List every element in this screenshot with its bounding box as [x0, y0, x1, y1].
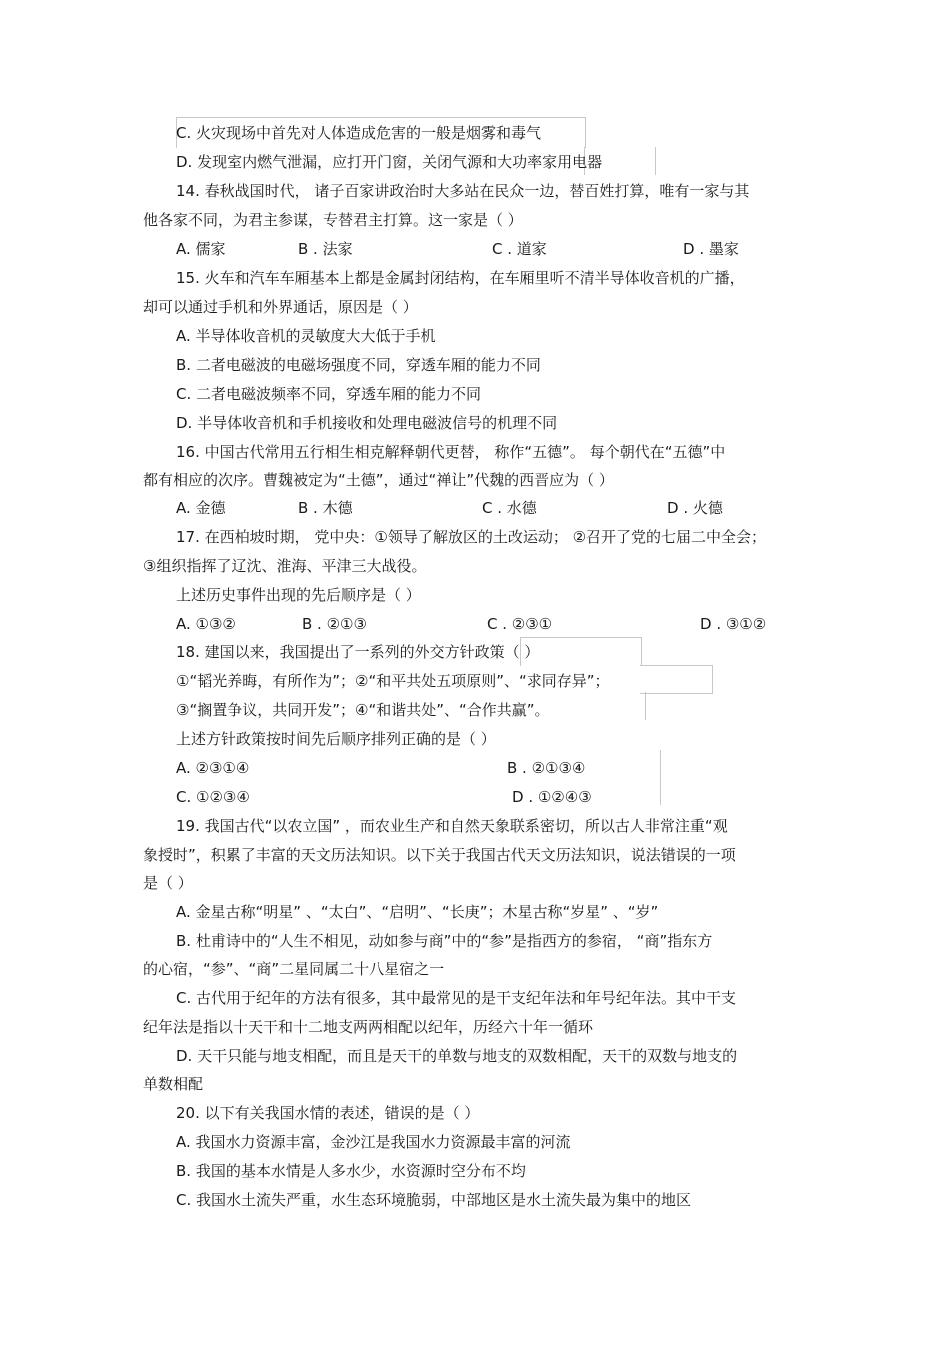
q15-option-d: D. 半导体收音机和手机接收和处理电磁波信号的机理不同	[176, 414, 558, 432]
q18-stem-line2: ①“韬光养晦，有所作为”；②“和平共处五项原则”、“求同存异”；	[176, 672, 610, 690]
q20-option-a: A. 我国水力资源丰富，金沙江是我国水力资源最丰富的河流	[176, 1133, 571, 1151]
q15-option-c: C. 二者电磁波频率不同，穿透车厢的能力不同	[176, 385, 482, 403]
q18-stem-line3: ③“搁置争议，共同开发”；④“和谐共处”、“合作共赢”。	[176, 701, 550, 719]
q16-stem-line1: 16. 中国古代常用五行相生相克解释朝代更替， 称作“五德”。 每个朝代在“五德”中	[176, 443, 726, 461]
q16-option-a: A. 金德	[176, 499, 226, 517]
q19-option-a: A. 金星古称“明星” 、“太白”、“启明”、“长庚”；木星古称“岁星” 、“岁”	[176, 903, 659, 921]
q18-stem-line4: 上述方针政策按时间先后顺序排列正确的是（ ）	[176, 730, 496, 748]
q18-option-d: D . ①②④③	[512, 788, 592, 806]
q19-stem-line2: 象授时”，积累了丰富的天文历法知识。以下关于我国古代天文历法知识，说法错误的一项	[143, 846, 736, 864]
q17-option-c: C . ②③①	[487, 615, 553, 633]
q14-option-a: A. 儒家	[176, 240, 226, 258]
q20-option-c: C. 我国水土流失严重，水生态环境脆弱，中部地区是水土流失最为集中的地区	[176, 1191, 692, 1209]
q15-option-a: A. 半导体收音机的灵敏度大大低于手机	[176, 327, 436, 345]
q19-option-d-line2: 单数相配	[143, 1075, 204, 1093]
q16-option-c: C . 水德	[482, 499, 537, 517]
q17-stem-line3: 上述历史事件出现的先后顺序是（ ）	[176, 586, 421, 604]
scan-frame-line	[650, 750, 661, 805]
q19-stem-line3: 是（ ）	[143, 874, 193, 892]
scan-frame-line	[645, 692, 646, 720]
q17-option-d: D . ③①②	[700, 615, 767, 633]
q14-stem-line2: 他各家不同，为君主参谋，专替君主打算。这一家是（ ）	[143, 211, 523, 229]
q17-option-a: A. ①③②	[176, 615, 236, 633]
q17-option-b: B . ②①③	[302, 615, 367, 633]
q15-option-b: B. 二者电磁波的电磁场强度不同，穿透车厢的能力不同	[176, 356, 541, 374]
q18-option-a: A. ②③①④	[176, 759, 250, 777]
q18-stem-line1: 18. 建国以来，我国提出了一系列的外交方针政策（ ）	[176, 643, 540, 661]
q18-option-b: B . ②①③④	[507, 759, 586, 777]
q20-option-b: B. 我国的基本水情是人多水少，水资源时空分布不均	[176, 1162, 526, 1180]
q18-option-c: C. ①②③④	[176, 788, 250, 806]
q19-stem-line1: 19. 我国古代“以农立国” ，而农业生产和自然天象联系密切，所以古人非常注重“观	[176, 817, 728, 835]
q17-stem-line2: ③组织指挥了辽沈、淮海、平津三大战役。	[143, 557, 427, 575]
q13-option-c: C. 火灾现场中首先对人体造成危害的一般是烟雾和毒气	[176, 124, 542, 142]
q14-option-c: C . 道家	[492, 240, 547, 258]
q16-stem-line2: 都有相应的次序。曹魏被定为“土德”，通过“禅让”代魏的西晋应为（ ）	[143, 471, 614, 489]
q19-option-c-line2: 纪年法是指以十天干和十二地支两两相配以纪年，历经六十年一循环	[143, 1018, 594, 1036]
q19-option-d-line1: D. 天干只能与地支相配，而且是天干的单数与地支的双数相配，天干的双数与地支的	[176, 1047, 738, 1065]
q16-option-b: B . 木德	[298, 499, 353, 517]
q17-stem-line1: 17. 在西柏坡时期， 党中央：①领导了解放区的土改运动； ②召开了党的七届二中全会；	[176, 528, 767, 546]
q19-option-b-line1: B. 杜甫诗中的“人生不相见，动如参与商”中的“参”是指西方的参宿， “商”指东方	[176, 932, 713, 950]
q13-option-d: D. 发现室内燃气泄漏，应打开门窗，关闭气源和大功率家用电器	[176, 153, 603, 171]
q15-stem-line2: 却可以通过手机和外界通话，原因是（ ）	[143, 298, 418, 316]
q19-option-c-line1: C. 古代用于纪年的方法有很多，其中最常见的是干支纪年法和年号纪年法。其中干支	[176, 989, 737, 1007]
q19-option-b-line2: 的心宿，“参”、“商”二星同属二十八星宿之一	[143, 960, 445, 978]
q14-option-d: D . 墨家	[683, 240, 739, 258]
q14-option-b: B . 法家	[298, 240, 353, 258]
q15-stem-line1: 15. 火车和汽车车厢基本上都是金属封闭结构，在车厢里听不清半导体收音机的广播，	[176, 269, 745, 287]
q16-option-d: D . 火德	[667, 499, 723, 517]
q14-stem-line1: 14. 春秋战国时代， 诸子百家讲政治时大多站在民众一边，替百姓打算，唯有一家与其	[176, 182, 750, 200]
scan-frame-line	[640, 665, 713, 694]
q20-stem-line1: 20. 以下有关我国水情的表述，错误的是（ ）	[176, 1104, 480, 1122]
